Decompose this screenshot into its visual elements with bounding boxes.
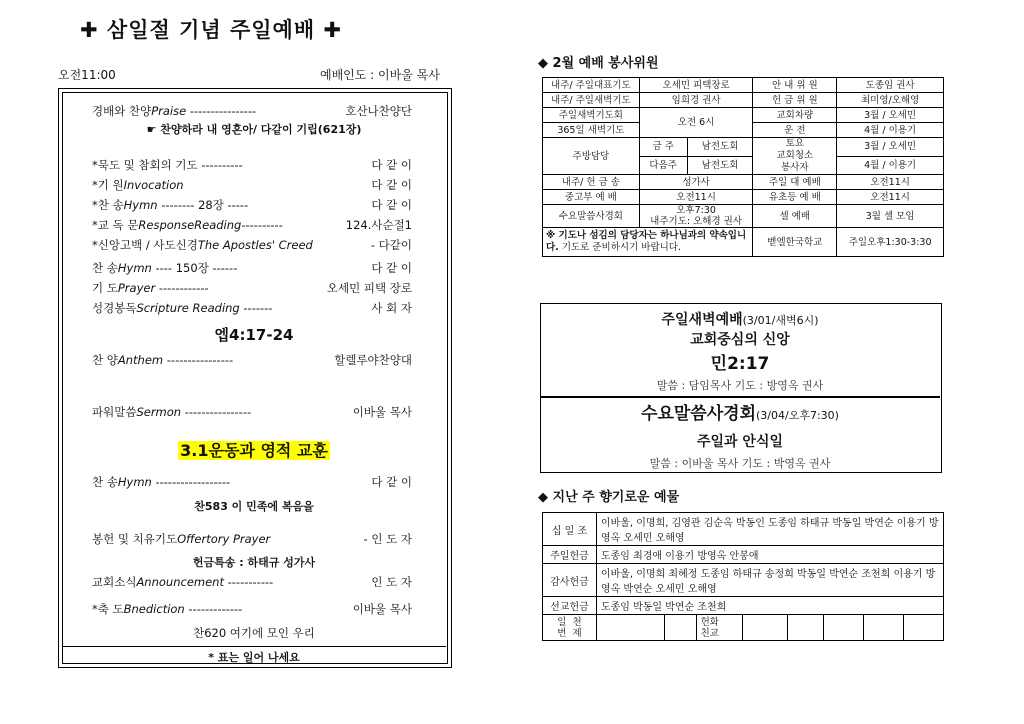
page-title: ✚ 삼일절 기념 주일예배 ✚ bbox=[80, 18, 343, 42]
order-offering: 봉헌 및 치유기도Offertory Prayer - 인 도 자 bbox=[92, 532, 412, 546]
offerings-title: ◆ 지난 주 향기로운 예물 bbox=[538, 490, 680, 505]
sermon-box-divider bbox=[540, 396, 940, 398]
order-silent: *묵도 및 참회의 기도 ---------- 다 같 이 bbox=[92, 158, 412, 172]
table-row: ※ 기도나 섬김의 담당자는 하나님과의 약속입니다. 기도로 준비하시기 바랍니다. 벧엘한국학교 주일오후1:30-3:30 bbox=[543, 228, 944, 257]
footer-divider bbox=[62, 646, 446, 647]
table-row: 다음주 남전도회 4월 / 이용기 bbox=[543, 156, 944, 175]
sermon-title: 3.1운동과 영적 교훈 bbox=[180, 441, 328, 460]
dawn-title: 주일새벽예배 bbox=[661, 312, 743, 328]
table-row: 수요말씀사경회 오후7:30 내주기도: 오해경 권사 셀 예배 3월 셀 모임 bbox=[543, 205, 944, 228]
dawn-title-line bbox=[540, 309, 940, 329]
order-invocation: *기 원Invocation 다 같 이 bbox=[92, 178, 412, 192]
wed-title: 수요말씀사경회 bbox=[641, 404, 756, 424]
closing-hymn: 찬620 여기에 모인 우리 bbox=[193, 626, 315, 640]
order-call: 경배와 찬양Praise ---------------- 호산나찬양단 bbox=[92, 104, 412, 118]
hymn3-title: 찬583 이 민족에 복음을 bbox=[194, 500, 314, 513]
table-row: 365일 새벽기도 운 전 4월 / 이용기 bbox=[543, 123, 944, 138]
wed-theme: 주일과 안식일 bbox=[696, 434, 784, 450]
table-row: 일 천 번 제 헌화 친교 bbox=[543, 615, 944, 641]
table-row: 내주/ 주일대표기도 오세민 피택장로 안 내 위 원 도종임 권사 bbox=[543, 78, 944, 93]
table-row: 주방담당 금 주 남전도회 토요 교회청소 봉사자 3월 / 오세민 bbox=[543, 138, 944, 157]
wed-title-line bbox=[540, 399, 940, 424]
call-hymn: ☛ 찬양하라 내 영혼아/ 다같이 기립(621장) bbox=[146, 123, 362, 136]
table-row: 감사헌금 이바울, 이명희 최혜정 도종임 하태규 송정희 박동일 박연순 조천희 이용기 방영옥 박연순 오세민 오해영 bbox=[543, 564, 944, 597]
service-time: 오전11:00 bbox=[58, 68, 116, 82]
table-row: 주일새벽기도회 오전 6시 교회차량 3월 / 오세민 bbox=[543, 108, 944, 123]
dawn-title-sub: (3/01/새벽6시) bbox=[742, 314, 819, 327]
wed-title-sub: (3/04/오후7:30) bbox=[756, 409, 839, 422]
standing-note: * 표는 일어 나세요 bbox=[208, 651, 300, 664]
order-scripture: 성경봉독Scripture Reading ------- 사 회 자 bbox=[92, 301, 412, 315]
table-row: 내주/ 주일새벽기도 임희경 권사 헌 금 위 원 최미영/오해영 bbox=[543, 93, 944, 108]
table-row: 내주/ 헌 금 송 성가사 주일 대 예배 오전11시 bbox=[543, 175, 944, 190]
order-sermon: 파워말씀Sermon ---------------- 이바울 목사 bbox=[92, 405, 412, 419]
order-benediction: *축 도Bnediction ------------- 이바울 목사 bbox=[92, 602, 412, 616]
table-row: 선교헌금 도종임 박동일 박연순 조천희 bbox=[543, 597, 944, 615]
order-announcement: 교회소식Announcement ----------- 인 도 자 bbox=[92, 575, 412, 589]
order-prayer: 기 도Prayer ------------ 오세민 피택 장로 bbox=[92, 281, 412, 295]
offerings-table bbox=[542, 512, 944, 641]
table-row: 주일헌금 도종임 최경애 이용기 방영옥 안봉애 bbox=[543, 546, 944, 564]
order-anthem: 찬 양Anthem ---------------- 할렐루야찬양대 bbox=[92, 353, 412, 367]
order-hymn2: 찬 송Hymn ---- 150장 ------ 다 같 이 bbox=[92, 261, 412, 275]
order-hymn1: *찬 송Hymn -------- 28장 ----- 다 같 이 bbox=[92, 198, 412, 212]
order-creed: *신앙고백 / 사도신경The Apostles' Creed - 다같이 bbox=[92, 238, 412, 252]
worship-leader: 예배인도 : 이바울 목사 bbox=[320, 68, 440, 82]
order-hymn3: 찬 송Hymn ------------------ 다 같 이 bbox=[92, 475, 412, 489]
offering-special: 헌금특송 : 하태규 성가사 bbox=[192, 556, 316, 569]
volunteers-table bbox=[542, 77, 944, 257]
dawn-verse: 민2:17 bbox=[710, 354, 770, 374]
volunteers-title: ◆ 2월 예배 봉사위원 bbox=[538, 56, 659, 71]
table-row: 중고부 예 배 오전11시 유초등 예 배 오전11시 bbox=[543, 190, 944, 205]
order-response: *교 독 문ResponseReading---------- 124.사순절1 bbox=[92, 218, 412, 232]
table-row: 십 일 조 이바울, 이명희, 김영관 김순옥 박동인 도종임 하태규 박동일 박연순 이용기 방영옥 오세민 오해영 bbox=[543, 513, 944, 546]
scripture-verse: 엡4:17-24 bbox=[214, 326, 294, 344]
dawn-theme: 교회중심의 신앙 bbox=[690, 332, 790, 348]
wed-credits: 말씀 : 이바울 목사 기도 : 박영옥 권사 bbox=[649, 457, 831, 470]
dawn-credits: 말씀 : 담임목사 기도 : 방영옥 권사 bbox=[656, 379, 824, 392]
sermon-title-wrap bbox=[62, 438, 446, 461]
